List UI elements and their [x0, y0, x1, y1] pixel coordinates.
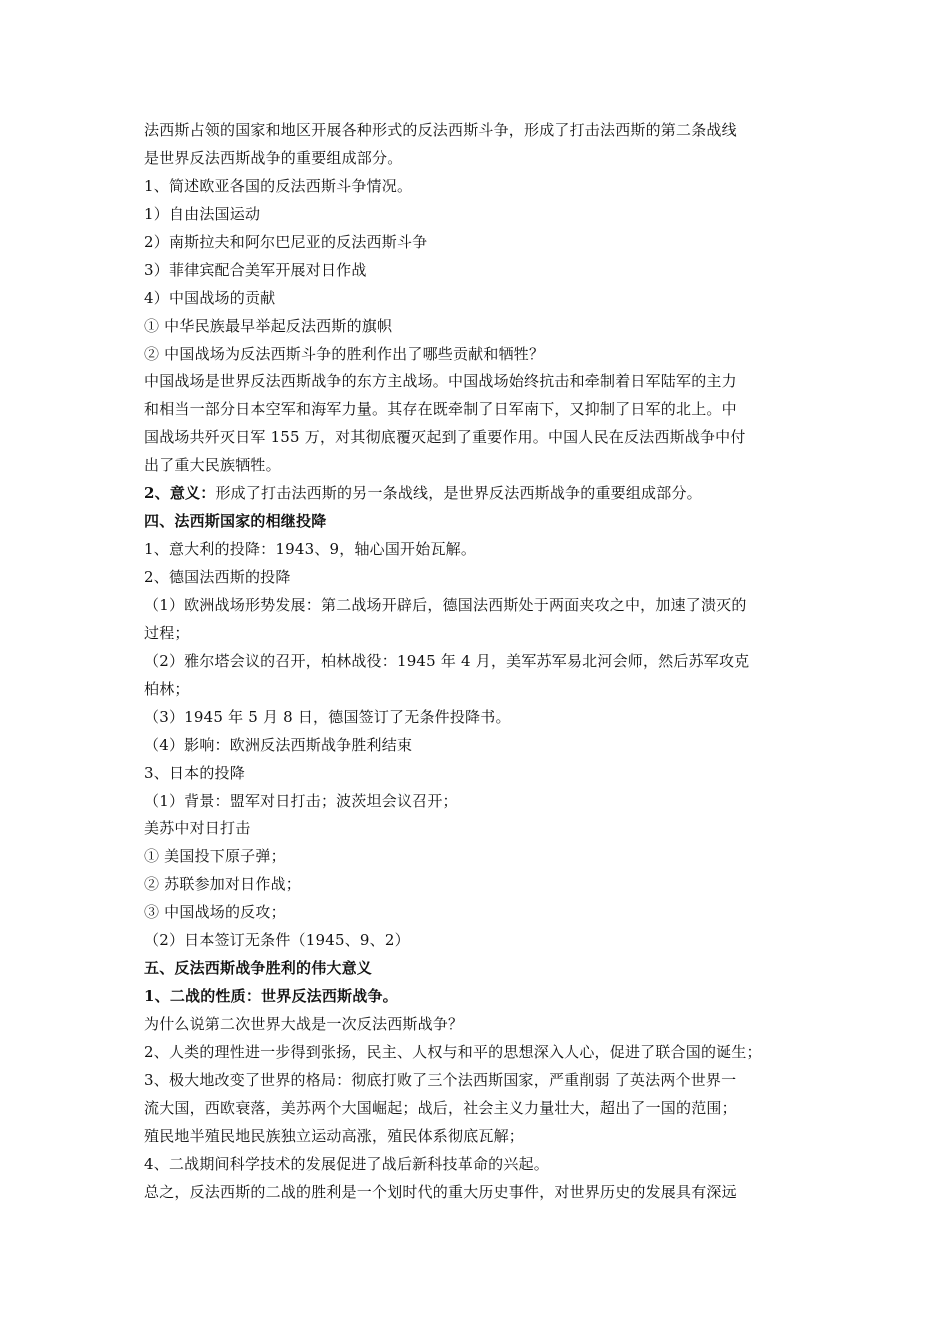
text-line: （4）影响：欧洲反法西斯战争胜利结束 — [144, 735, 413, 754]
document-page — [144, 117, 820, 1207]
text-line: 为什么说第二次世界大战是一次反法西斯战争？ — [144, 1015, 464, 1033]
text-line: 国战场共歼灭日军 155 万，对其彻底覆灭起到了重要作用。中国人民在反法西斯战争中付 — [144, 428, 746, 447]
text-line: ③ 中国战场的反攻； — [144, 903, 286, 922]
text-line: 总之，反法西斯的二战的胜利是一个划时代的重大历史事件，对世界历史的发展具有深远 — [144, 1182, 737, 1201]
text-line: 1、简述欧亚各国的反法西斯斗争情况。 — [144, 176, 413, 195]
text-line — [144, 480, 820, 508]
section-heading: 五、反法西斯战争胜利的伟大意义 — [144, 959, 373, 978]
text-line: 流大国，西欧衰落，美苏两个大国崛起；战后，社会主义力量壮大，超出了一国的范围； — [144, 1098, 737, 1117]
text-line: ② 苏联参加对日作战； — [144, 875, 301, 894]
text-line: （1）欧洲战场形势发展：第二战场开辟后，德国法西斯处于两面夹攻之中，加速了溃灭的 — [144, 595, 747, 614]
text-line: 1、意大利的投降：1943、9，轴心国开始瓦解。 — [144, 540, 477, 559]
text-line: （2）雅尔塔会议的召开，柏林战役：1945 年 4 月，美军苏军易北河会师，然后苏军攻克 — [144, 651, 750, 670]
text-line: 中国战场是世界反法西斯战争的东方主战场。中国战场始终抗击和牵制着日军陆军的主力 — [144, 372, 737, 391]
text-line: 2）南斯拉夫和阿尔巴尼亚的反法西斯斗争 — [144, 232, 428, 251]
text-line: 3、日本的投降 — [144, 763, 245, 782]
text-line: 和相当一部分日本空军和海军力量。其存在既牵制了日军南下，又抑制了日军的北上。中 — [144, 400, 737, 419]
text-line: 4）中国战场的贡献 — [144, 288, 276, 307]
text-line: 过程； — [144, 623, 190, 642]
significance-label: 2、意义： — [144, 484, 216, 503]
text-line: 美苏中对日打击 — [144, 819, 251, 838]
text-line: 是世界反法西斯战争的重要组成部分。 — [144, 148, 403, 167]
text-line: （2）日本签订无条件（1945、9、2） — [144, 931, 410, 950]
text-line: 2、德国法西斯的投降 — [144, 568, 291, 586]
text-line: 1）自由法国运动 — [144, 204, 261, 223]
text-line: 出了重大民族牺牲。 — [144, 456, 281, 475]
text-line: 法西斯占领的国家和地区开展各种形式的反法西斯斗争，形成了打击法西斯的第二条战线 — [144, 121, 737, 139]
text-line: 3）菲律宾配合美军开展对日作战 — [144, 260, 367, 279]
text-line: ① 中华民族最早举起反法西斯的旗帜 — [144, 316, 393, 335]
text-line: ① 美国投下原子弹； — [144, 847, 286, 866]
text-line: （3）1945 年 5 月 8 日，德国签订了无条件投降书。 — [144, 707, 511, 726]
significance-text: 形成了打击法西斯的另一条战线，是世界反法西斯战争的重要组成部分。 — [215, 484, 702, 503]
subsection-heading: 1、二战的性质：世界反法西斯战争。 — [144, 987, 398, 1006]
text-line: 殖民地半殖民地民族独立运动高涨，殖民体系彻底瓦解； — [144, 1126, 525, 1145]
text-line: 2、人类的理性进一步得到张扬，民主、人权与和平的思想深入人心，促进了联合国的诞生； — [144, 1042, 762, 1061]
section-heading: 四、法西斯国家的相继投降 — [144, 512, 327, 531]
text-line: 柏林； — [144, 679, 190, 698]
text-line: 3、极大地改变了世界的格局：彻底打败了三个法西斯国家，严重削弱 了英法两个世界一 — [144, 1070, 737, 1089]
text-line: （1）背景：盟军对日打击；波茨坦会议召开； — [144, 791, 458, 810]
text-line: 4、二战期间科学技术的发展促进了战后新科技革命的兴起。 — [144, 1154, 549, 1173]
text-line: ② 中国战场为反法西斯斗争的胜利作出了哪些贡献和牺牲？ — [144, 344, 545, 363]
